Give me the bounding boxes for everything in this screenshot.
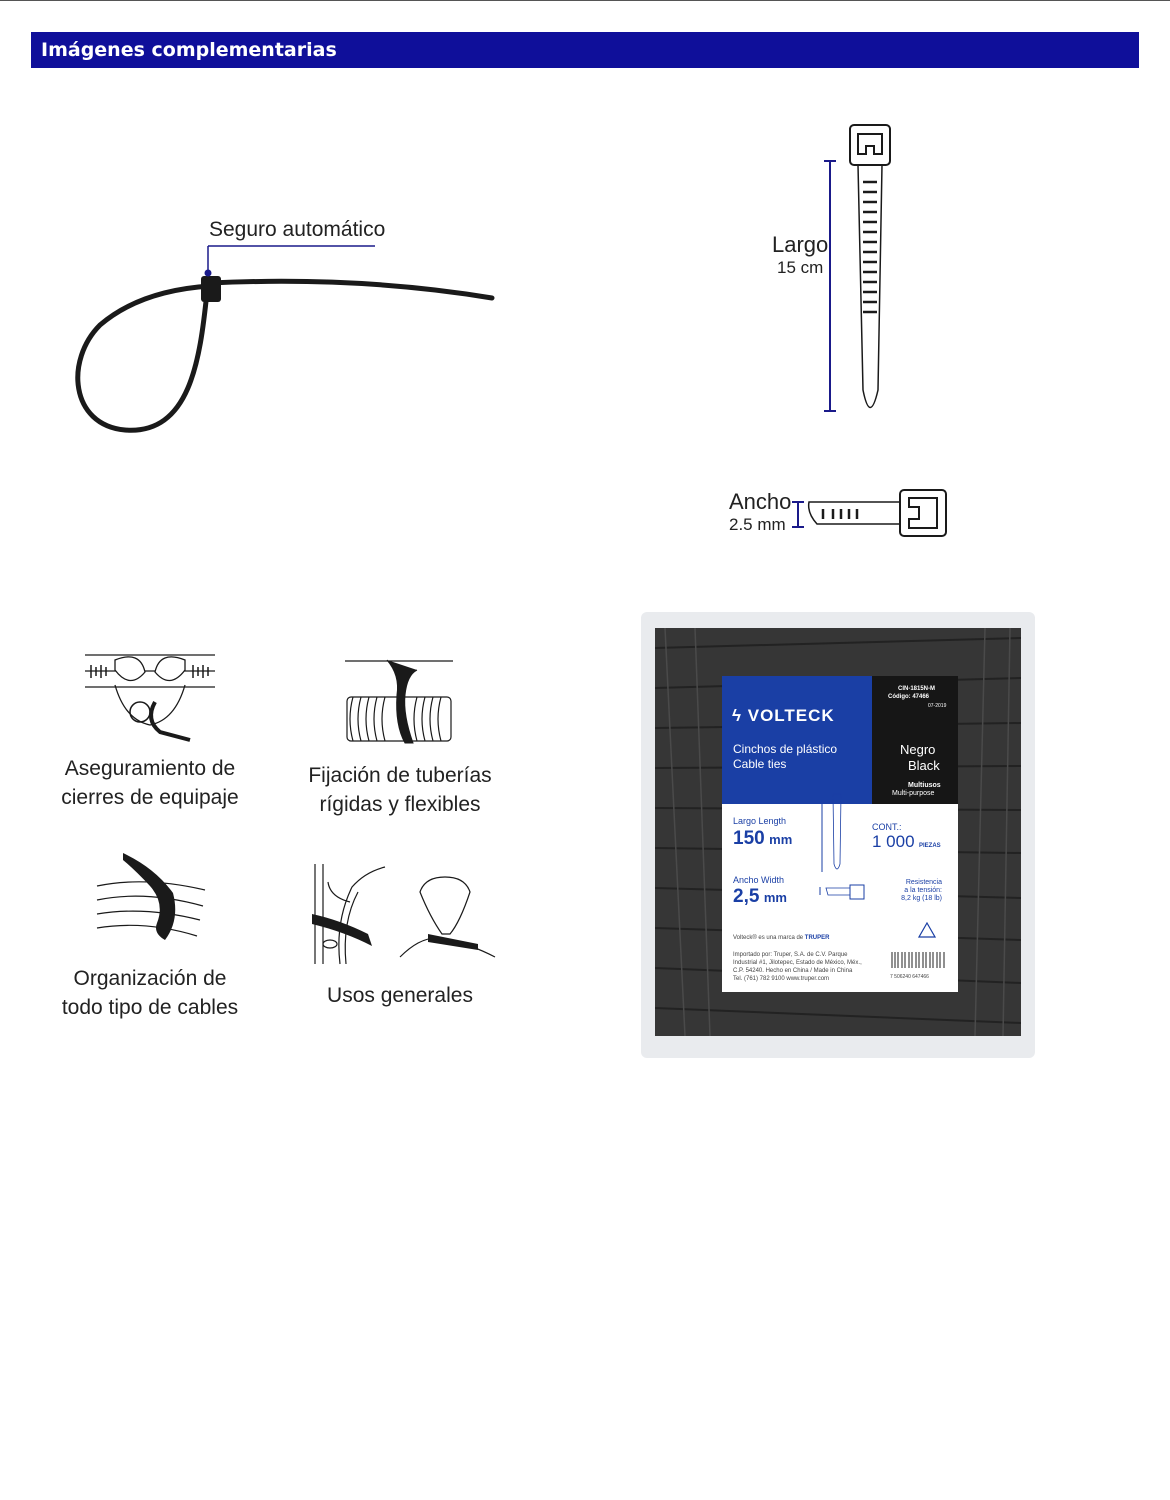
top-rule	[0, 0, 1170, 1]
volteck-logo: ϟ VOLTECK	[732, 706, 835, 725]
volteck-bolt-icon: ϟ	[732, 706, 742, 725]
truper-logo: TRUPER	[804, 935, 830, 941]
barcode-number: 7 506240 647466	[890, 974, 929, 980]
model-code: CIN-1815N-M	[898, 686, 936, 692]
color-en: Black	[908, 758, 940, 773]
cont-value: 1 000 PIEZAS	[872, 832, 941, 851]
largo-value: 15 cm	[777, 258, 824, 277]
brand-note: Volteck® es una marca de TRUPER	[733, 935, 830, 941]
barcode-icon	[890, 950, 948, 974]
use-caption-cables: Organización de todo tipo de cables	[61, 967, 239, 1019]
seguro-automatico-label: Seguro automático	[209, 218, 386, 241]
importer-text: Importado por: Truper, S.A. de C.V. Parque Industrial #1, Jilotepec, Estado de México, Méx., C.P. 54240. Hecho en China / Made in China Tel. (761) 782 9100 www.truper.com	[733, 952, 862, 982]
horizontal-tie-diagram	[785, 485, 955, 545]
product-en: Cable ties	[733, 757, 787, 771]
width-label: Ancho Width	[733, 875, 785, 885]
label-blue-panel	[722, 676, 872, 804]
resistance-text: Resistencia a la tensión: 8,2 kg (18 lb)	[901, 879, 942, 902]
length-value: 150 mm	[733, 828, 793, 849]
label-width-icon	[818, 882, 868, 902]
section-header: Imágenes complementarias	[31, 32, 1139, 68]
ancho-label: Ancho	[729, 489, 792, 514]
largo-label: Largo	[772, 232, 829, 257]
product-es: Cinchos de plástico	[733, 742, 838, 756]
date-code: 07-2019	[928, 703, 947, 709]
vertical-tie-diagram	[820, 120, 900, 420]
use-caption-tubes: Fijación de tuberías rígidas y flexibles	[308, 764, 492, 816]
label-tie-icon	[818, 780, 848, 876]
cable-organization-icon	[95, 848, 210, 948]
use-en: Multi-purpose	[892, 790, 935, 797]
use-es: Multiusos	[908, 782, 941, 789]
luggage-zipper-icon	[85, 650, 215, 745]
cable-tie-loop-illustration	[60, 210, 510, 450]
tube-fastening-icon	[345, 655, 455, 747]
ancho-value: 2.5 mm	[729, 515, 786, 534]
width-value: 2,5 mm	[733, 886, 787, 907]
warning-triangle-icon	[918, 922, 936, 938]
general-uses-icon	[310, 862, 500, 967]
length-label: Largo Length	[733, 816, 787, 826]
color-es: Negro	[900, 742, 936, 757]
package-label	[722, 676, 958, 992]
use-caption-luggage: Aseguramiento de cierres de equipaje	[61, 757, 239, 809]
product-code: Código: 47466	[888, 694, 930, 700]
cont-label: CONT.:	[872, 822, 902, 832]
use-caption-general: Usos generales	[327, 984, 473, 1007]
